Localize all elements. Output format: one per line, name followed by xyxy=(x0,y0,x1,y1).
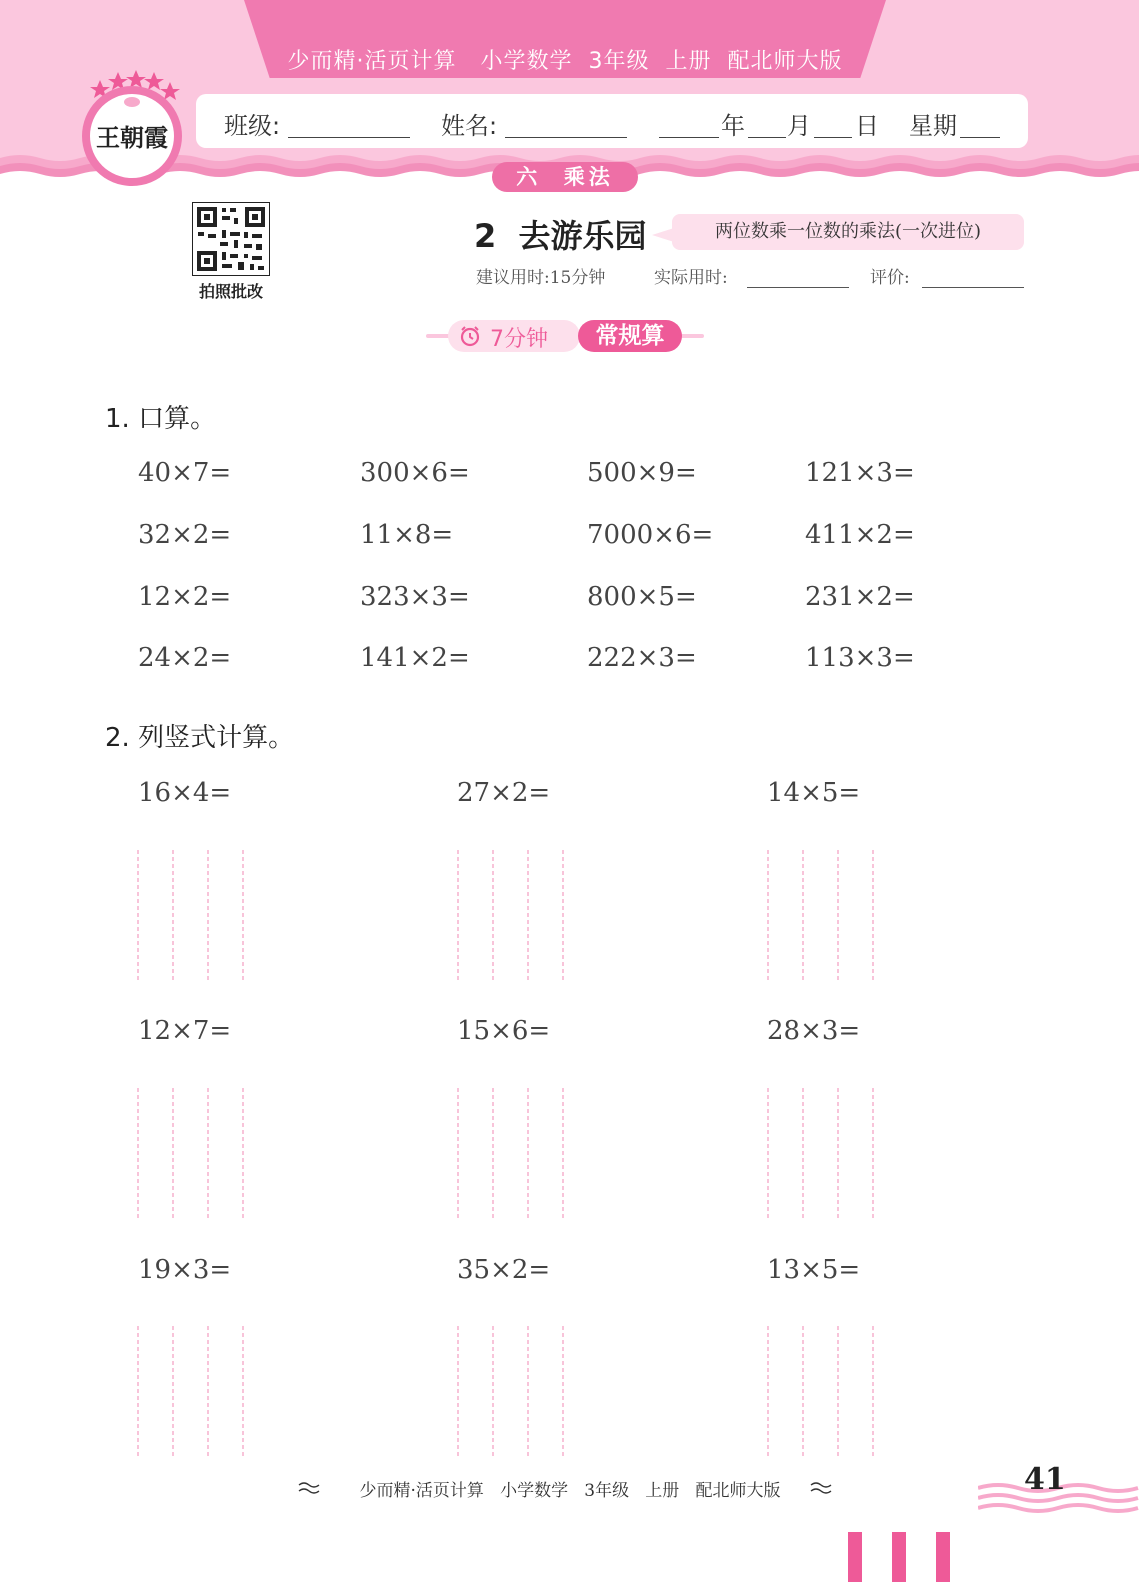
vertical-calc-answer-grid[interactable] xyxy=(766,850,886,980)
qr-label: 拍照批改 xyxy=(198,282,263,301)
qr-code-icon[interactable] xyxy=(192,202,270,276)
vertical-calc-problem: 27×2= xyxy=(457,778,551,808)
month-field[interactable] xyxy=(748,137,786,138)
weekday-field[interactable] xyxy=(960,137,1000,138)
footer-book-line: 少而精·活页计算 小学数学 3年级 上册 配北师大版 xyxy=(359,1481,781,1501)
vertical-calc-answer-grid[interactable] xyxy=(766,1088,886,1218)
brand-logo xyxy=(78,70,186,192)
mental-calc-item: 141×2= xyxy=(360,643,470,673)
vertical-calc-problem: 16×4= xyxy=(138,778,232,808)
mental-calc-item: 231×2= xyxy=(805,582,915,612)
day-field[interactable] xyxy=(814,137,852,138)
mental-calc-item: 11×8= xyxy=(360,520,454,550)
mental-calc-item: 32×2= xyxy=(138,520,232,550)
lesson-title: 2 去游乐园 xyxy=(474,217,647,255)
day-label: 日 xyxy=(855,112,879,140)
suggested-time: 建议用时:15分钟 xyxy=(476,268,606,288)
vertical-calc-problem: 13×5= xyxy=(767,1255,861,1285)
vertical-calc-answer-grid[interactable] xyxy=(456,1088,576,1218)
vertical-calc-problem: 19×3= xyxy=(138,1255,232,1285)
actual-time-field[interactable] xyxy=(747,287,849,288)
vertical-calc-problem: 35×2= xyxy=(457,1255,551,1285)
vertical-calc-answer-grid[interactable] xyxy=(136,1326,256,1456)
wave-ornament-icon xyxy=(810,1480,832,1496)
class-label: 班级: xyxy=(224,112,281,140)
vertical-calc-answer-grid[interactable] xyxy=(136,850,256,980)
subtitle-pointer xyxy=(652,228,674,242)
mental-calc-item: 24×2= xyxy=(138,643,232,673)
question-1-heading: 1. 口算。 xyxy=(105,404,217,434)
evaluation-label: 评价: xyxy=(870,268,910,288)
mental-calc-item: 500×9= xyxy=(587,458,697,488)
name-label: 姓名: xyxy=(441,112,498,140)
lesson-subtitle: 两位数乘一位数的乘法(一次进位) xyxy=(672,214,1024,250)
vertical-calc-answer-grid[interactable] xyxy=(456,850,576,980)
mental-calc-item: 222×3= xyxy=(587,643,697,673)
vertical-calc-problem: 14×5= xyxy=(767,778,861,808)
logo-text: 王朝霞 xyxy=(96,123,168,152)
mental-calc-item: 323×3= xyxy=(360,582,470,612)
mental-calc-item: 300×6= xyxy=(360,458,470,488)
footer-bar xyxy=(848,1532,862,1582)
mental-calc-item: 121×3= xyxy=(805,458,915,488)
page-number: 41 xyxy=(1024,1462,1066,1497)
class-field[interactable] xyxy=(288,137,410,138)
mental-calc-item: 12×2= xyxy=(138,582,232,612)
footer-bar xyxy=(892,1532,906,1582)
month-label: 月 xyxy=(787,112,811,140)
alarm-clock-icon xyxy=(459,325,481,347)
year-field[interactable] xyxy=(659,137,719,138)
footer-bar xyxy=(936,1532,950,1582)
vertical-calc-problem: 12×7= xyxy=(138,1016,232,1046)
student-info-box xyxy=(196,94,1028,148)
evaluation-field[interactable] xyxy=(922,287,1024,288)
vertical-calc-answer-grid[interactable] xyxy=(136,1088,256,1218)
mental-calc-item: 411×2= xyxy=(805,520,915,550)
year-label: 年 xyxy=(721,112,745,140)
vertical-calc-answer-grid[interactable] xyxy=(456,1326,576,1456)
vertical-calc-answer-grid[interactable] xyxy=(766,1326,886,1456)
vertical-calc-problem: 15×6= xyxy=(457,1016,551,1046)
weekday-label: 星期 xyxy=(909,112,957,140)
name-field[interactable] xyxy=(505,137,627,138)
mental-calc-item: 40×7= xyxy=(138,458,232,488)
mental-calc-item: 7000×6= xyxy=(587,520,714,550)
section-badge: 六 乘法 xyxy=(492,162,638,192)
mental-calc-item: 113×3= xyxy=(805,643,915,673)
vertical-calc-problem: 28×3= xyxy=(767,1016,861,1046)
mental-calc-item: 800×5= xyxy=(587,582,697,612)
book-title: 少而精·活页计算 小学数学 3年级 上册 配北师大版 xyxy=(287,49,843,74)
practice-tag: 常规算 xyxy=(578,320,682,352)
timer-text: 7分钟 xyxy=(490,327,548,352)
question-2-heading: 2. 列竖式计算。 xyxy=(105,723,295,753)
actual-time-label: 实际用时: xyxy=(654,268,728,288)
